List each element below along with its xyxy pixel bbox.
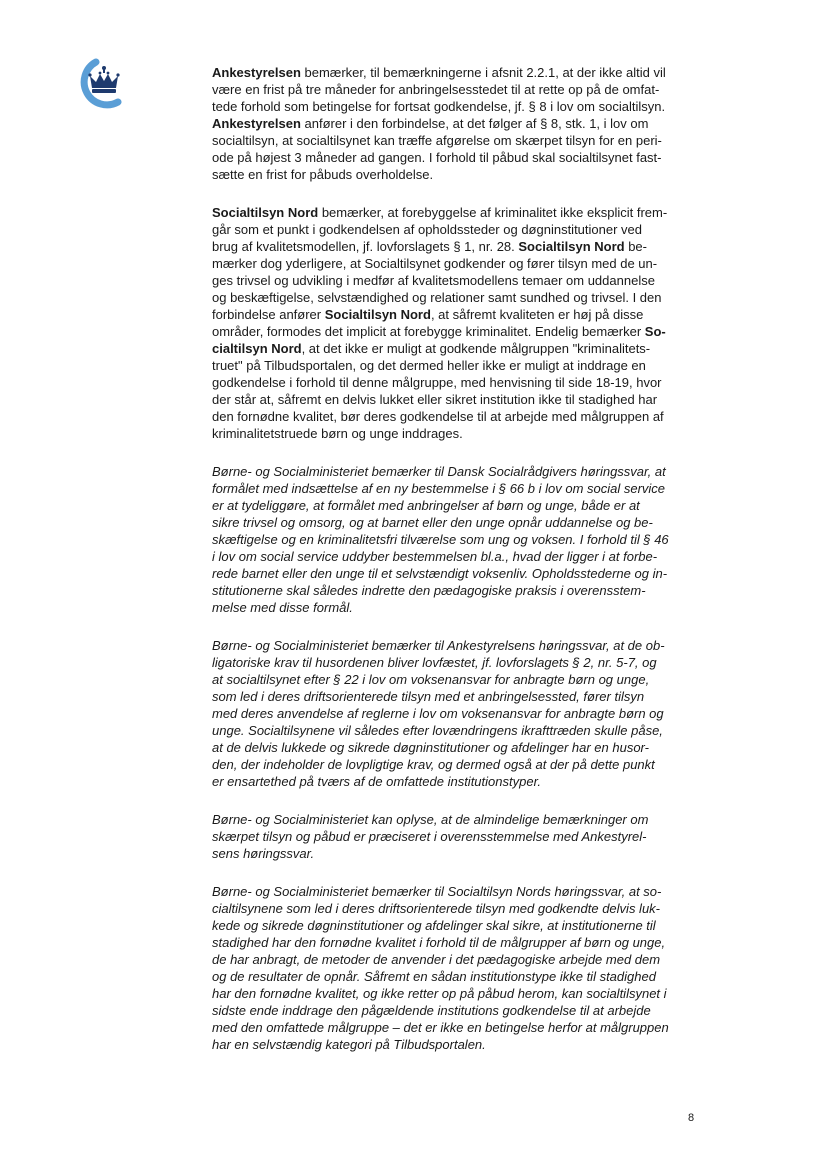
text-run: der står at, såfremt en delvis lukket eller sikret institution ikke til stadighed har (212, 392, 658, 407)
bold-text: Socialtilsyn Nord (324, 307, 431, 322)
text-line (212, 1036, 706, 1053)
text-run: mærker dog yderligere, at Socialtilsynet godkender og fører tilsyn med de un- (212, 256, 658, 271)
text-line (212, 845, 706, 862)
text-run: i lov om social service uddyber bestemmelsen bl.a., hvad der ligger i at forbe- (212, 549, 658, 564)
text-line (212, 497, 706, 514)
paragraph (212, 637, 706, 790)
text-line (212, 705, 706, 722)
text-run: sikre trivsel og omsorg, og at barnet eller den unge opnår uddannelse og be- (212, 515, 653, 530)
text-line (212, 64, 706, 81)
bold-text: Ankestyrelsen (212, 65, 301, 80)
text-run: cialtilsynene som led i deres driftsorienterede tilsyn med godkendte delvis luk- (212, 901, 660, 916)
text-line (212, 756, 706, 773)
bold-text: Socialtilsyn Nord (212, 205, 319, 220)
text-run: at de delvis lukkede og sikrede døgninstitutioner og afdelinger har en husor- (212, 740, 649, 755)
paragraph (212, 463, 706, 616)
text-line (212, 1019, 706, 1036)
text-run: Børne- og Socialministeriet bemærker til Ankestyrelsens høringssvar, at de ob- (212, 638, 665, 653)
page-number: 8 (688, 1112, 695, 1124)
text-run: sens høringssvar. (212, 846, 315, 861)
text-line (212, 132, 706, 149)
text-line (212, 340, 706, 357)
text-line (212, 323, 706, 340)
text-run: sidste ende inddrage den pågældende institutions godkendelse til at arbejde (212, 1003, 651, 1018)
text-run: med deres anvendelse af reglerne i lov om voksenansvar for anbragte børn og (212, 706, 664, 721)
text-line (212, 149, 706, 166)
text-run: og beskæftigelse, selvstændighed og relationer samt sundhed og trivsel. I den (212, 290, 662, 305)
text-run: den fornødne kvalitet, bør deres godkendelse til at arbejde med målgruppen af (212, 409, 664, 424)
text-line (212, 221, 706, 238)
text-run: rede barnet eller den unge til et selvstændigt voksenliv. Opholdsstederne og in- (212, 566, 668, 581)
text-run: anfører i den forbindelse, at det følger af § 8, stk. 1, i lov om (300, 116, 649, 131)
text-run: truet" på Tilbudsportalen, og det dermed heller ikke er muligt at inddrage en (212, 358, 646, 373)
text-line (212, 425, 706, 442)
paragraph (212, 204, 706, 442)
text-line (212, 637, 706, 654)
text-run: , at det ikke er muligt at godkende målgruppen "kriminalitets- (301, 341, 651, 356)
text-line (212, 671, 706, 688)
paragraph (212, 64, 706, 183)
text-line (212, 289, 706, 306)
text-run: den, der indeholder de lovpligtige krav, og dermed også at der på dette punkt (212, 757, 655, 772)
text-run: stadighed har den fornødne kvalitet i forhold til de målgrupper af børn og unge, (212, 935, 666, 950)
text-run: at socialtilsynet efter § 22 i lov om voksenansvar for anbragte børn og unge, (212, 672, 650, 687)
text-line (212, 565, 706, 582)
text-line (212, 739, 706, 756)
text-run: Børne- og Socialministeriet bemærker til Socialtilsyn Nords høringssvar, at so- (212, 884, 662, 899)
text-line (212, 917, 706, 934)
bold-text: Ankestyrelsen (212, 116, 301, 131)
text-run: bemærker, at forebyggelse af kriminalitet ikke eksplicit frem- (318, 205, 668, 220)
text-line (212, 773, 706, 790)
text-line (212, 883, 706, 900)
paragraph (212, 811, 706, 862)
text-run: ode på højest 3 måneder ad gangen. I forhold til påbud skal socialtilsynet fast- (212, 150, 662, 165)
paragraph (212, 883, 706, 1053)
text-run: og de resultater de opnår. Såfremt en sådan institutionstype ikke til stadighed (212, 969, 656, 984)
text-line (212, 934, 706, 951)
text-line (212, 688, 706, 705)
text-line (212, 204, 706, 221)
text-line (212, 828, 706, 845)
text-line (212, 391, 706, 408)
text-run: være en frist på tre måneder for anbringelsesstedet til at rette op på de omfat- (212, 82, 660, 97)
text-run: ligatoriske krav til husordenen bliver lovfæstet, jf. lovforslagets § 2, nr. 5-7, og (212, 655, 657, 670)
text-line (212, 968, 706, 985)
text-line (212, 357, 706, 374)
text-line (212, 811, 706, 828)
text-line (212, 548, 706, 565)
text-run: ges trivsel og udvikling i medfør af kvalitetsmodellens temaer om uddannelse (212, 273, 655, 288)
text-line (212, 722, 706, 739)
text-run: som led i deres driftsorienterede tilsyn med et anbringelsessted, fører tilsyn (212, 689, 645, 704)
text-line (212, 582, 706, 599)
text-run: har en selvstændig kategori på Tilbudsportalen. (212, 1037, 486, 1052)
text-run: går som et punkt i godkendelsen af opholdssteder og døgninstitutioner ved (212, 222, 642, 237)
text-run: sætte en frist for påbuds overholdelse. (212, 167, 434, 182)
text-run: be- (624, 239, 647, 254)
text-run: kede og sikrede døgninstitutioner og afdelinger skal sikre, at institutionerne til (212, 918, 656, 933)
text-line (212, 98, 706, 115)
text-line (212, 1002, 706, 1019)
text-run: melse med disse formål. (212, 600, 353, 615)
text-line (212, 81, 706, 98)
bold-text: Socialtilsyn Nord (518, 239, 625, 254)
text-run: Børne- og Socialministeriet kan oplyse, at de almindelige bemærkninger om (212, 812, 649, 827)
text-run: bemærker, til bemærkningerne i afsnit 2.2.1, at der ikke altid vil (300, 65, 666, 80)
text-run: områder, formodes det implicit at forebygge kriminalitet. Endelig bemærker (212, 324, 645, 339)
text-line (212, 306, 706, 323)
text-run: godkendelse i forhold til denne målgruppe, med henvisning til side 18-19, hvor (212, 375, 662, 390)
text-run: kriminalitetstruede børn og unge inddrages. (212, 426, 463, 441)
text-line (212, 514, 706, 531)
text-line (212, 654, 706, 671)
text-run: de har anbragt, de metoder de anvender i det pædagogiske arbejde med dem (212, 952, 661, 967)
text-line (212, 115, 706, 132)
bold-text: cialtilsyn Nord (212, 341, 302, 356)
text-line (212, 599, 706, 616)
text-line (212, 408, 706, 425)
text-line (212, 985, 706, 1002)
text-line (212, 951, 706, 968)
text-run: skærpet tilsyn og påbud er præciseret i overensstemmelse med Ankestyrel- (212, 829, 647, 844)
bold-text: So- (644, 324, 666, 339)
text-line (212, 374, 706, 391)
text-line (212, 166, 706, 183)
text-run: er at tydeliggøre, at formålet med anbringelser af børn og unge, både er at (212, 498, 640, 513)
text-line (212, 463, 706, 480)
crown-logo-icon (74, 58, 130, 110)
text-run: skæftigelse og en kriminalitetsfri tilværelse som ung og voksen. I forhold til § 46 (212, 532, 669, 547)
text-run: forbindelse anfører (212, 307, 325, 322)
text-run: tede forhold som betingelse for fortsat godkendelse, jf. § 8 i lov om socialtilsyn. (212, 99, 666, 114)
text-run: , at såfremt kvaliteten er høj på disse (430, 307, 644, 322)
text-line (212, 900, 706, 917)
text-line (212, 272, 706, 289)
text-run: brug af kvalitetsmodellen, jf. lovforslagets § 1, nr. 28. (212, 239, 519, 254)
text-run: formålet med indsættelse af en ny bestemmelse i § 66 b i lov om social service (212, 481, 666, 496)
text-run: med den omfattede målgruppe – det er ikke en betingelse herfor at målgruppen (212, 1020, 669, 1035)
text-run: stitutionerne skal således indrette den pædagogiske praksis i overensstem- (212, 583, 646, 598)
text-run: er ensartethed på tværs af de omfattede institutionstyper. (212, 774, 542, 789)
text-run: unge. Socialtilsynene vil således efter lovændringens ikrafttræden skulle påse, (212, 723, 663, 738)
text-run: socialtilsyn, at socialtilsynet kan træffe afgørelse om skærpet tilsyn for en peri- (212, 133, 662, 148)
document-body (212, 64, 706, 1074)
text-run: har den fornødne kvalitet, og ikke retter op på påbud herom, kan socialtilsynet i (212, 986, 667, 1001)
text-run: Børne- og Socialministeriet bemærker til Dansk Socialrådgivers høringssvar, at (212, 464, 666, 479)
text-line (212, 255, 706, 272)
text-line (212, 531, 706, 548)
text-line (212, 238, 706, 255)
text-line (212, 480, 706, 497)
